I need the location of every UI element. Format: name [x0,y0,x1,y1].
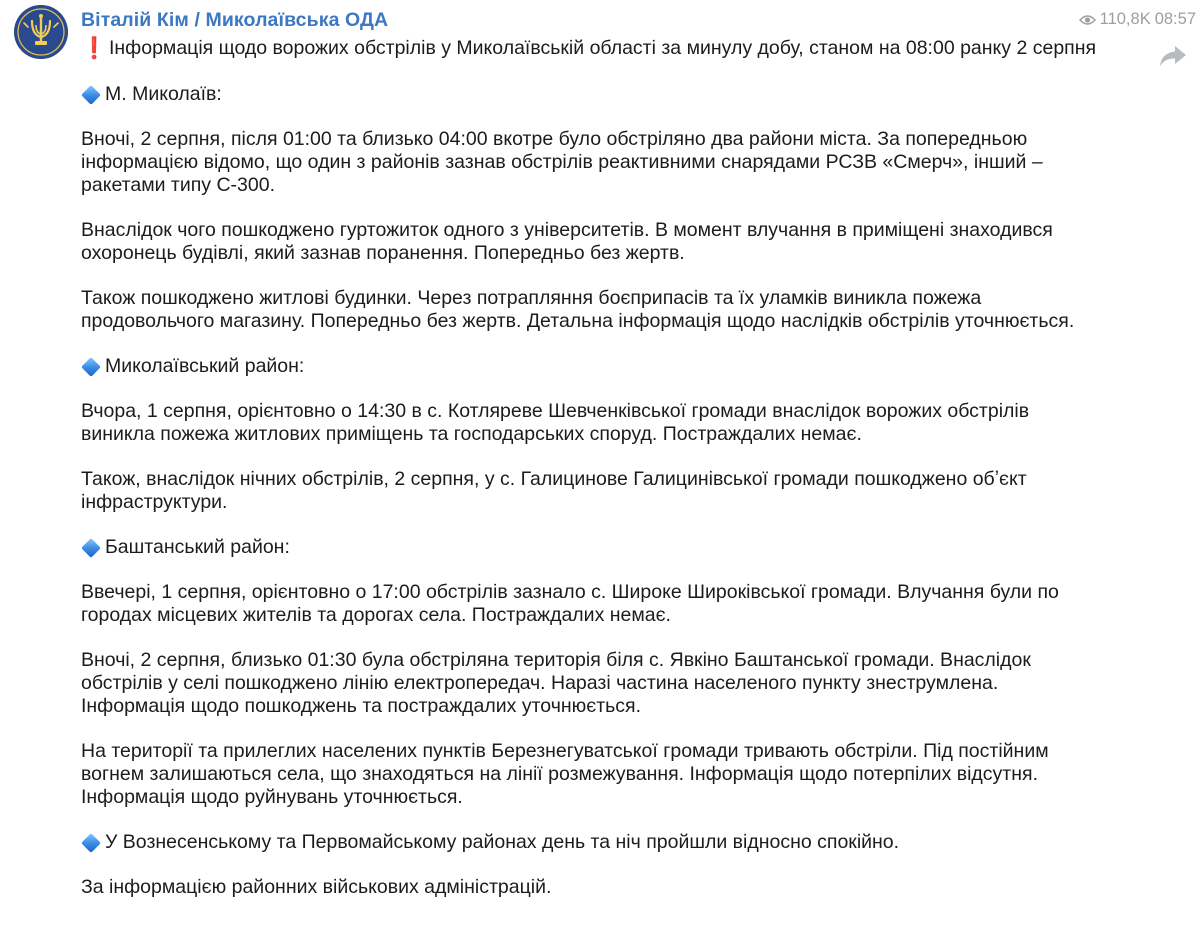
view-count: 110,8K [1099,10,1151,28]
blue-diamond-icon [81,833,101,853]
paragraph: Вчора, 1 серпня, орієнтовно о 14:30 в с. Котляреве Шевченківської громади внаслідок ворожих обстрілів виникла пожежа житлових приміщень та господарських споруд. Постраждалих немає. [81,400,1030,445]
paragraph: На території та прилеглих населених пунктів Березнегуватської громади тривають обстріли. Під постійним вогнем залишаються села, що знаходяться на лінії розмежування. Інформація щодо потерпілих відсутня. Інформація щодо руйнувань уточнюється. [81,740,1049,808]
post-time: 08:57 [1154,10,1196,28]
share-button[interactable] [1158,43,1188,69]
headline-text: Інформація щодо ворожих обстрілів у Миколаївській області за минулу добу, станом на 08:00 ранку 2 серпня [109,37,1097,59]
paragraph: Внаслідок чого пошкоджено гуртожиток одного з університетів. В момент влучання в приміщені знаходився охоронець будівлі, який зазнав поранення. Попередньо без жертв. [81,219,1053,264]
section-bashtanka-district [81,536,1131,559]
section-mykolaiv-district [81,355,1131,378]
channel-name[interactable]: Віталій Кім / Миколаївська ОДА [81,9,389,31]
paragraph: Вночі, 2 серпня, близько 01:30 була обстріляна територія біля с. Явкіно Баштанської громади. Внаслідок обстрілів у селі пошкоджено лінію електропередач. Наразі частина населеного пункту знеструмлена. Інформація щодо пошкоджень та постраждалих уточнюється. [81,649,1031,717]
section-title: М. Миколаїв: [105,83,222,105]
blue-diamond-icon [81,357,101,377]
message-body [81,37,1131,899]
post-meta [1079,10,1196,29]
paragraph: Вночі, 2 серпня, після 01:00 та близько 04:00 вкотре було обстріляно два райони міста. За попередньою інформацією відомо, що один з районів зазнав обстрілів реактивними снарядами РСЗВ «Смерч», інший – ракетами типу С-300. [81,128,1043,196]
headline [81,37,1131,60]
paragraph: Також, внаслідок нічних обстрілів, 2 серпня, у с. Галицинове Галицинівської громади пошкоджено обʼєкт інфраструктури. [81,468,1027,513]
section-voznesensk-pervomaisk [81,831,1131,854]
eye-icon [1079,14,1096,26]
section-mykolaiv-city [81,83,1131,106]
blue-diamond-icon [81,538,101,558]
footer-note: За інформацією районних військових адміністрацій. [81,876,552,898]
section-text: У Вознесенському та Первомайському районах день та ніч пройшли відносно спокійно. [105,831,900,853]
exclamation-icon: ❗ [81,37,108,60]
paragraph: Також пошкоджено житлові будинки. Через потрапляння боєприпасів та їх уламків виникла пожежа продовольчого магазину. Попередньо без жертв. Детальна інформація щодо наслідків обстрілів уточнюється. [81,287,1075,332]
paragraph: Ввечері, 1 серпня, орієнтовно о 17:00 обстрілів зазнало с. Широке Широківської громади. Влучання були по городах місцевих жителів та дорогах села. Постраждалих немає. [81,581,1059,626]
share-arrow-icon [1158,43,1188,69]
section-title: Миколаївський район: [105,355,305,377]
oda-emblem-icon [14,5,68,59]
channel-avatar[interactable] [14,5,68,59]
section-title: Баштанський район: [105,536,290,558]
blue-diamond-icon [81,85,101,105]
